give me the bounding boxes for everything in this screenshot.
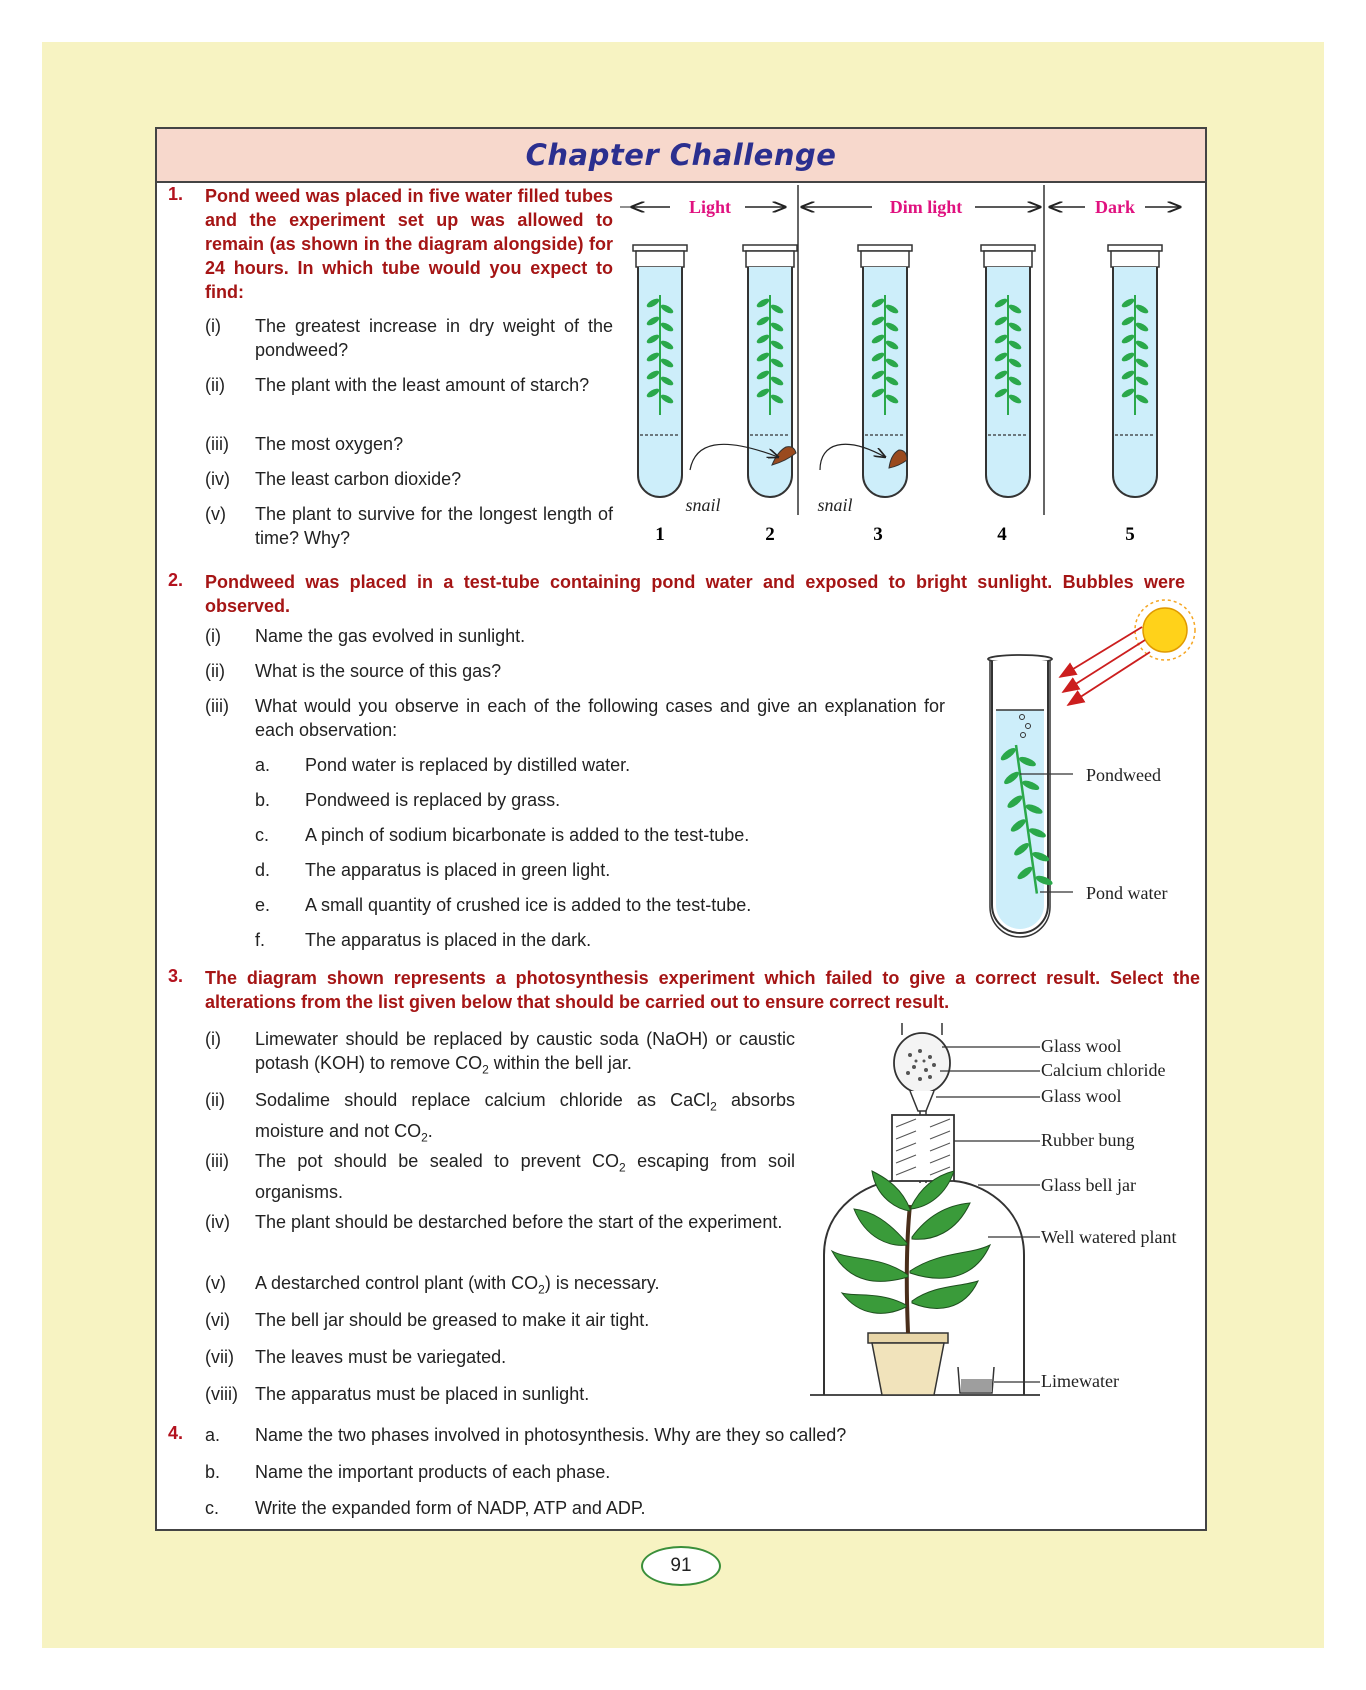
pondweed-label: Pondweed — [1086, 765, 1161, 785]
dark-label: Dark — [1095, 197, 1135, 217]
tube-number: 5 — [1125, 524, 1135, 545]
snail-label: snail — [817, 495, 853, 515]
bell-jar-label: Glass bell jar — [1041, 1175, 1136, 1195]
light-ray — [1068, 652, 1150, 705]
tube-1 — [633, 245, 687, 497]
title-bar — [157, 129, 1205, 183]
chapter-title: Chapter Challenge — [525, 138, 837, 172]
limewater-label: Limewater — [1041, 1371, 1119, 1391]
tube-number: 3 — [873, 524, 883, 545]
glass-wool-label-2: Glass wool — [1041, 1086, 1122, 1106]
q2-number: 2. — [168, 570, 184, 590]
five-tubes-diagram — [620, 185, 1200, 550]
limewater-beaker — [958, 1367, 994, 1393]
calcium-chloride-label: Calcium chloride — [1041, 1060, 1166, 1080]
q4-number: 4. — [168, 1423, 184, 1443]
q2-text: Pondweed was placed in a test-tube containing pond water and exposed to bright sunlight. Bubbles were observed. — [205, 572, 1185, 616]
page-number: 91 — [641, 1546, 721, 1586]
rubber-bung-label: Rubber bung — [1041, 1130, 1135, 1150]
q1-text: Pond weed was placed in five water filled tubes and the experiment set up was allowed to remain (as shown in the diagram alongside) for 24 hours. In which tube would you expect to find: — [205, 186, 613, 302]
tube-2 — [743, 245, 797, 497]
light-ray — [1063, 640, 1145, 692]
tube-number: 1 — [655, 524, 665, 545]
snail-label: snail — [685, 495, 721, 515]
sun-icon — [1135, 600, 1195, 660]
rubber-bung — [892, 1115, 954, 1181]
tube-number: 2 — [765, 524, 775, 545]
plant-pot — [868, 1333, 948, 1395]
tube-3 — [858, 245, 912, 497]
plant-label: Well watered plant — [1041, 1227, 1177, 1247]
pond-water-label: Pond water — [1086, 883, 1168, 903]
dim-light-label: Dim light — [889, 197, 963, 217]
tube-number: 4 — [997, 524, 1007, 545]
q3-number: 3. — [168, 966, 184, 986]
q1-number: 1. — [168, 184, 184, 204]
tube-4 — [981, 245, 1035, 497]
light-ray — [1060, 627, 1142, 677]
light-label: Light — [688, 197, 732, 217]
bell-jar-diagram — [810, 1015, 1040, 1415]
glass-wool-label: Glass wool — [1041, 1036, 1122, 1056]
q3-text: The diagram shown represents a photosynthesis experiment which failed to give a correct result. Select the alterations from the list given below that should be carried out to ensure correct result. — [205, 968, 1200, 1012]
tube-5 — [1108, 245, 1162, 497]
